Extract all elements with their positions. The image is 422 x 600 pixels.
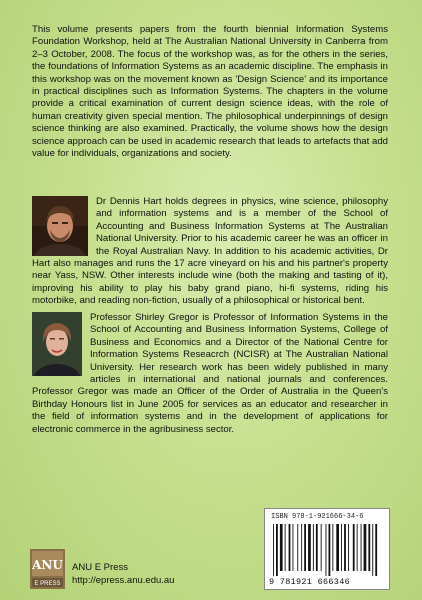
publisher-info [72, 562, 174, 587]
bio-dennis-hart [32, 196, 388, 308]
book-blurb: This volume presents papers from the fourth biennial Information Systems Foundation Workshop, held at The Australian National University in Canberra from 2–3 October, 2008. The focus of the workshop was, as for the others in the series, the foundations of Information Systems as an academic discipline. The emphasis in this workshop was on the movement known as 'Design Science' and its importance in practical disciplines such as Information Systems. The chapters in the volume provide a critical examination of current design science ideas, with the role of human creativity given special mention. The philosophical underpinnings of design science thinking are also examined. Practically, the volume shows how the design science approach can be used in academic research that leads to artefacts that add value for individuals, organizations and society. [32, 24, 388, 160]
bio-shirley-gregor-text: Professor Shirley Gregor is Professor of Information Systems in the School of Accounting and Business Information Systems, College of Business and Economics and a Director of the National Centre for Information Systems Reseacrch (NCISR) at The Australian National University. Her research work has been widely published in many articles in international and national journals and conferences. Professor Gregor was made an Officer of the Order of Australia in the Queen's Birthday Honours list in June 2005 for services as an educator and researcher in the field of information systems and in the development of applications for electronic commerce in the agribusiness sector. [32, 312, 388, 435]
svg-text:ANU: ANU [32, 558, 63, 572]
anu-e-press-logo [30, 549, 65, 589]
publisher-name: ANU E Press [72, 562, 128, 573]
isbn-label: ISBN 978-1-921666-34-6 [271, 513, 364, 521]
dennis-hart-photo [32, 196, 88, 256]
bio-dennis-hart-text: Dr Dennis Hart holds degrees in physics, wine science, philosophy and information systems and is a member of the School of Accounting and Business Information Systems at The Australian National University. Prior to his academic career he was an officer in the Royal Australian Navy. In addition to his academic activities, Dr Hart also manages and runs the 17 acre vineyard on his and his partner's property near Yass, NSW. Other interests include wine (both the making and tasting of it), improving his ability to play his baby grand piano, hi-fi systems, riding his motorbike, and reading non-fiction, usually of a philosophical or historical bent. [32, 196, 388, 307]
svg-text:E PRESS: E PRESS [34, 581, 61, 587]
bio-shirley-gregor [32, 312, 388, 436]
publisher-url[interactable]: http://epress.anu.edu.au [72, 574, 175, 586]
ean-number: 9 781921 666346 [269, 577, 351, 587]
shirley-gregor-photo [32, 312, 82, 376]
barcode-bars [271, 524, 385, 576]
isbn-barcode [264, 508, 390, 590]
